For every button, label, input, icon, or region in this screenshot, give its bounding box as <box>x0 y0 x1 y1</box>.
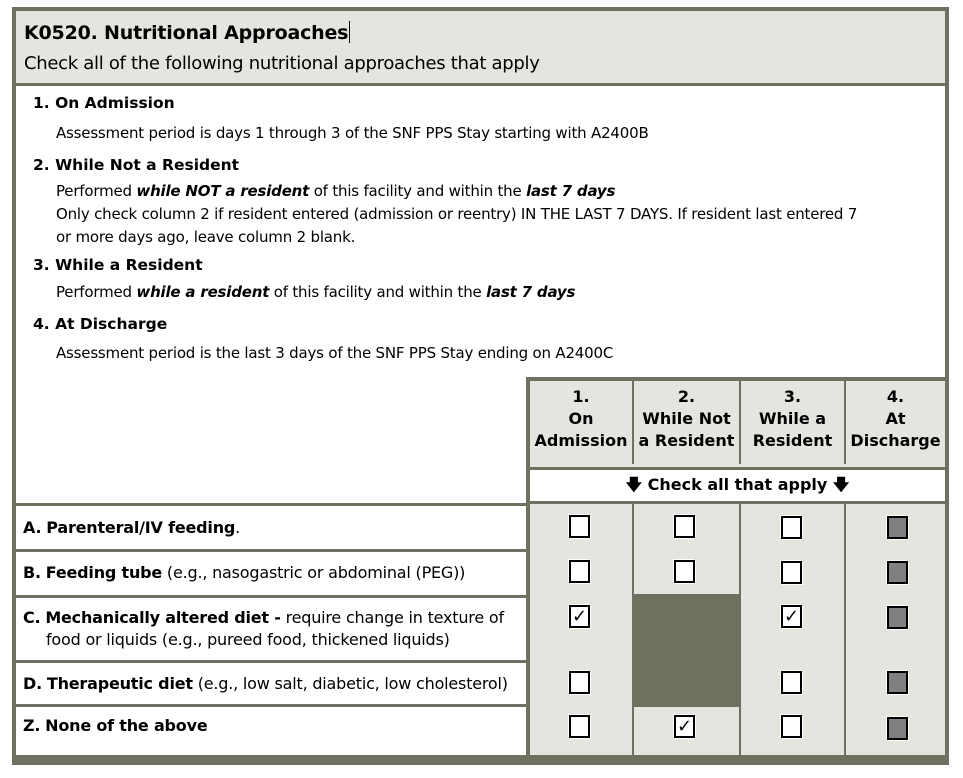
def-heading-2: 2. While Not a Resident <box>33 156 240 174</box>
col-header-4: 4. At Discharge <box>846 381 945 464</box>
checkbox-b-col4-disabled <box>887 561 908 584</box>
def-text-2b: Only check column 2 if resident entered (admission or reentry) IN THE LAST 7 DAYS. If resident last entered 7 <box>56 205 858 223</box>
row-z-none <box>16 704 526 755</box>
section-title-text: K0520. Nutritional Approaches <box>24 22 349 44</box>
def-text-3: Performed while a resident of this facility and within the last 7 days <box>56 283 576 301</box>
checkbox-b-col1[interactable] <box>569 560 590 583</box>
bottom-border <box>16 755 945 761</box>
def-text-2c: or more days ago, leave column 2 blank. <box>56 228 356 246</box>
col-header-1: 1. On Admission <box>530 381 634 464</box>
checkbox-a-col1[interactable] <box>569 515 590 538</box>
checkbox-c-col1[interactable]: ✓ <box>569 605 590 628</box>
row-d-therapeutic <box>16 660 526 704</box>
checkbox-c-col3[interactable]: ✓ <box>781 605 802 628</box>
section-header <box>16 11 945 86</box>
k0520-section <box>12 7 949 765</box>
section-instructions: Check all of the following nutritional approaches that apply <box>24 53 540 74</box>
def-heading-4: 4. At Discharge <box>33 315 168 333</box>
col-header-3: 3. While a Resident <box>741 381 846 464</box>
checkbox-z-col1[interactable] <box>569 715 590 738</box>
check-all-label: Check all that apply <box>647 475 828 494</box>
row-c-label-cont: food or liquids (e.g., pureed food, thickened liquids) <box>46 630 450 649</box>
row-d-label: D. Therapeutic diet (e.g., low salt, diabetic, low cholesterol) <box>23 674 508 693</box>
checkbox-d-col1[interactable] <box>569 671 590 694</box>
col-divider <box>844 504 846 765</box>
row-c-mechanically-altered <box>16 595 526 660</box>
checkbox-b-col2[interactable] <box>674 560 695 583</box>
row-b-feeding-tube <box>16 549 526 595</box>
row-b-label: B. Feeding tube (e.g., nasogastric or abdominal (PEG)) <box>23 563 466 582</box>
col2-not-applicable-block <box>632 594 741 707</box>
check-all-banner <box>530 467 945 504</box>
def-text-4: Assessment period is the last 3 days of the SNF PPS Stay ending on A2400C <box>56 344 614 362</box>
def-heading-1: 1. On Admission <box>33 94 175 112</box>
text-cursor <box>349 21 350 43</box>
checkbox-z-col3[interactable] <box>781 715 802 738</box>
row-z-label: Z. None of the above <box>23 716 208 735</box>
checkbox-a-col3[interactable] <box>781 516 802 539</box>
response-columns <box>526 377 945 761</box>
section-title <box>24 21 350 44</box>
checkbox-a-col2[interactable] <box>674 515 695 538</box>
checkbox-a-col4-disabled <box>887 516 908 539</box>
row-a-parenteral <box>16 503 526 549</box>
def-text-1: Assessment period is days 1 through 3 of the SNF PPS Stay starting with A2400B <box>56 124 649 142</box>
arrow-down-icon: 🡇 <box>625 475 643 494</box>
checkbox-b-col3[interactable] <box>781 561 802 584</box>
checkbox-z-col4-disabled <box>887 717 908 740</box>
def-text-2a: Performed while NOT a resident of this facility and within the last 7 days <box>56 182 616 200</box>
col-header-2: 2. While Not a Resident <box>634 381 741 464</box>
row-c-label: C. Mechanically altered diet - require change in texture of <box>23 608 504 627</box>
checkbox-z-col2[interactable]: ✓ <box>674 715 695 738</box>
checkbox-c-col4-disabled <box>887 606 908 629</box>
def-heading-3: 3. While a Resident <box>33 256 203 274</box>
arrow-down-icon: 🡇 <box>832 475 850 494</box>
checkbox-d-col3[interactable] <box>781 671 802 694</box>
row-a-label: A. Parenteral/IV feeding. <box>23 518 241 537</box>
checkbox-d-col4-disabled <box>887 671 908 694</box>
